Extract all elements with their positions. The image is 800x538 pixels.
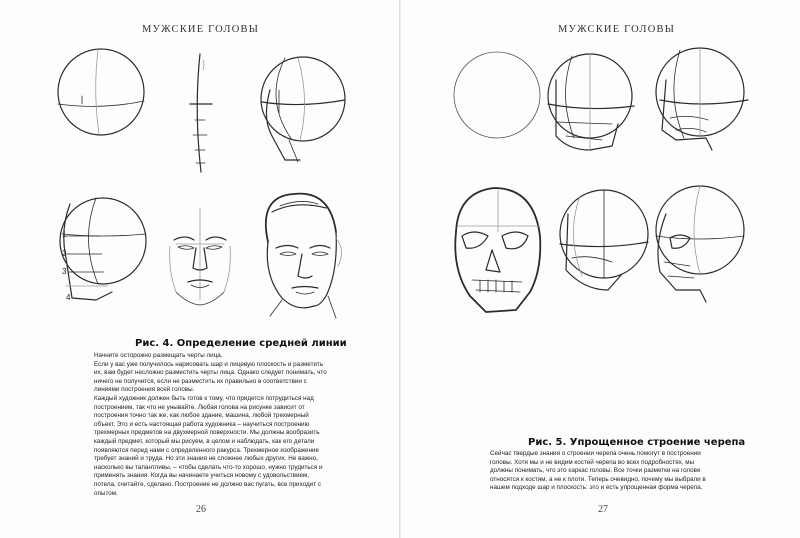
head-construction-drawing — [261, 57, 345, 162]
construction-label-4: 4 — [66, 293, 71, 302]
skull-construction-drawing-1 — [548, 54, 634, 150]
plain-circle-drawing — [454, 52, 540, 138]
right-running-head: МУЖСКИЕ ГОЛОВЫ — [558, 24, 676, 35]
detailed-skull-drawing — [455, 188, 540, 312]
left-paragraph-3: Каждый художник должен быть готов к тому, что придется потрудиться над построением, так что не унывайте. Любая голова на рисунке зависит от построения точно так же, как любое здание, машина, любой трехмерный объект. Это и есть настоящая работа художника – научиться построению трехмерных предметов на двухмерной поверхности. Мы должны вообразить каждый предмет, который мы рисуем, в целом и наблюдать, как его детали появляются перед нами с определенного ракурса. Трехмерное изображение требует знаний и труда. Но эти знания не сложнее любых других. Не важно, насколько вы талантливы, – чтобы сделать что-то хорошо, нужно трудиться и применять знания. Когда вы начинаете учиться новому с удовольствием, потела, считайте, сделано. Построение не должно вас пугать, все приходит с опытом. — [94, 394, 323, 497]
skull-construction-drawing-3 — [560, 190, 648, 290]
left-figure-caption: Рис. 4. Определение средней линии — [135, 338, 347, 349]
skull-construction-drawing-2 — [656, 48, 748, 150]
right-figure-caption: Рис. 5. Упрощенное строение черепа — [528, 437, 746, 448]
right-page-number: 27 — [598, 504, 608, 515]
construction-label-1: 1 — [62, 230, 67, 239]
finished-head-drawing — [266, 194, 342, 318]
skull-profile-drawing — [656, 186, 744, 302]
left-paragraph-2: Если у вас уже получилось нарисовать шар и лицевую плоскость и разметить их, вам будет несложно разместить черты лица. Однако следует понимать, что ничего не получится, если не разместить их правильно в соответствии с линиями построения всей головы. — [94, 360, 327, 394]
numbered-construction-drawing — [60, 198, 146, 302]
construction-label-3: 3 — [62, 267, 67, 276]
frontal-features-drawing — [170, 208, 231, 305]
centerline-drawing — [190, 54, 212, 172]
left-page-number: 26 — [196, 504, 206, 515]
left-running-head: МУЖСКИЕ ГОЛОВЫ — [142, 24, 260, 35]
construction-label-2: 2 — [62, 249, 67, 258]
right-paragraph-1: Сейчас твердые знания о строении черепа очень помогут в построении головы. Хотя мы и не видим костей черепа во всех подробностях, мы должны понимать, что это каркас головы. Все точки разметки на голове относятся к костям, а не к плоти. Теперь очевидно, почему мы выбрали в нашем подходе шар и плоскость: это и есть упрощенная форма черепа. — [490, 450, 706, 492]
left-paragraph-1: Начните осторожно размещать черты лица. — [94, 352, 223, 359]
sphere-drawing — [58, 49, 144, 135]
